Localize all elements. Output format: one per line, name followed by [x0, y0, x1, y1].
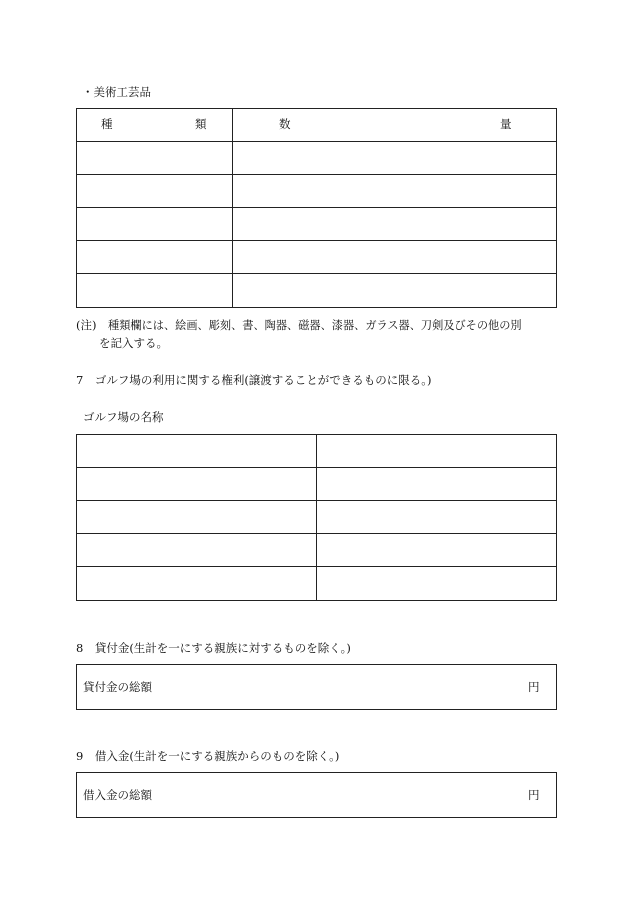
art-col-kind-left: 種 — [101, 117, 113, 131]
art-row-2-qty-cell[interactable] — [233, 175, 556, 207]
golf-row-1-right-cell[interactable] — [317, 435, 556, 467]
art-col-kind-right: 類 — [195, 117, 207, 131]
art-row-4-qty-cell[interactable] — [233, 241, 556, 273]
golf-row-4-right-cell[interactable] — [317, 534, 556, 566]
art-heading: ・美術工芸品 — [82, 85, 151, 99]
loan-out-total-label: 貸付金の総額 — [83, 680, 152, 694]
loan-in-section-heading: 9 借入金(生計を一にする親族からのものを除く。) — [76, 749, 340, 763]
golf-row-2-right-cell[interactable] — [317, 468, 556, 500]
loan-in-total-label: 借入金の総額 — [83, 788, 152, 802]
art-col-qty-left: 数 — [279, 117, 291, 131]
art-note-line-1: 種類欄には、絵画、彫刻、書、陶器、磁器、漆器、ガラス器、刀剣及びその他の別 — [108, 319, 522, 332]
golf-row-2-left-cell[interactable] — [77, 468, 316, 500]
loan-out-unit: 円 — [528, 680, 540, 694]
art-row-5-kind-cell[interactable] — [77, 274, 232, 307]
golf-row-1-left-cell[interactable] — [77, 435, 316, 467]
golf-row-3-left-cell[interactable] — [77, 501, 316, 533]
art-col-qty-right: 量 — [500, 117, 512, 131]
golf-section-heading: 7 ゴルフ場の利用に関する権利(譲渡することができるものに限る。) — [76, 373, 432, 387]
art-row-3-qty-cell[interactable] — [233, 208, 556, 240]
golf-row-3-right-cell[interactable] — [317, 501, 556, 533]
art-row-1-kind-cell[interactable] — [77, 142, 232, 174]
loan-out-section-heading: 8 貸付金(生計を一にする親族に対するものを除く。) — [76, 641, 351, 655]
golf-row-5-right-cell[interactable] — [317, 567, 556, 600]
art-row-5-qty-cell[interactable] — [233, 274, 556, 307]
art-row-3-kind-cell[interactable] — [77, 208, 232, 240]
golf-row-4-left-cell[interactable] — [77, 534, 316, 566]
art-row-1-qty-cell[interactable] — [233, 142, 556, 174]
art-row-4-kind-cell[interactable] — [77, 241, 232, 273]
loan-in-unit: 円 — [528, 788, 540, 802]
golf-row-5-left-cell[interactable] — [77, 567, 316, 600]
art-note-label: (注) — [76, 318, 97, 332]
golf-label: ゴルフ場の名称 — [83, 410, 164, 424]
art-row-2-kind-cell[interactable] — [77, 175, 232, 207]
art-note-line-2: を記入する。 — [99, 336, 168, 350]
